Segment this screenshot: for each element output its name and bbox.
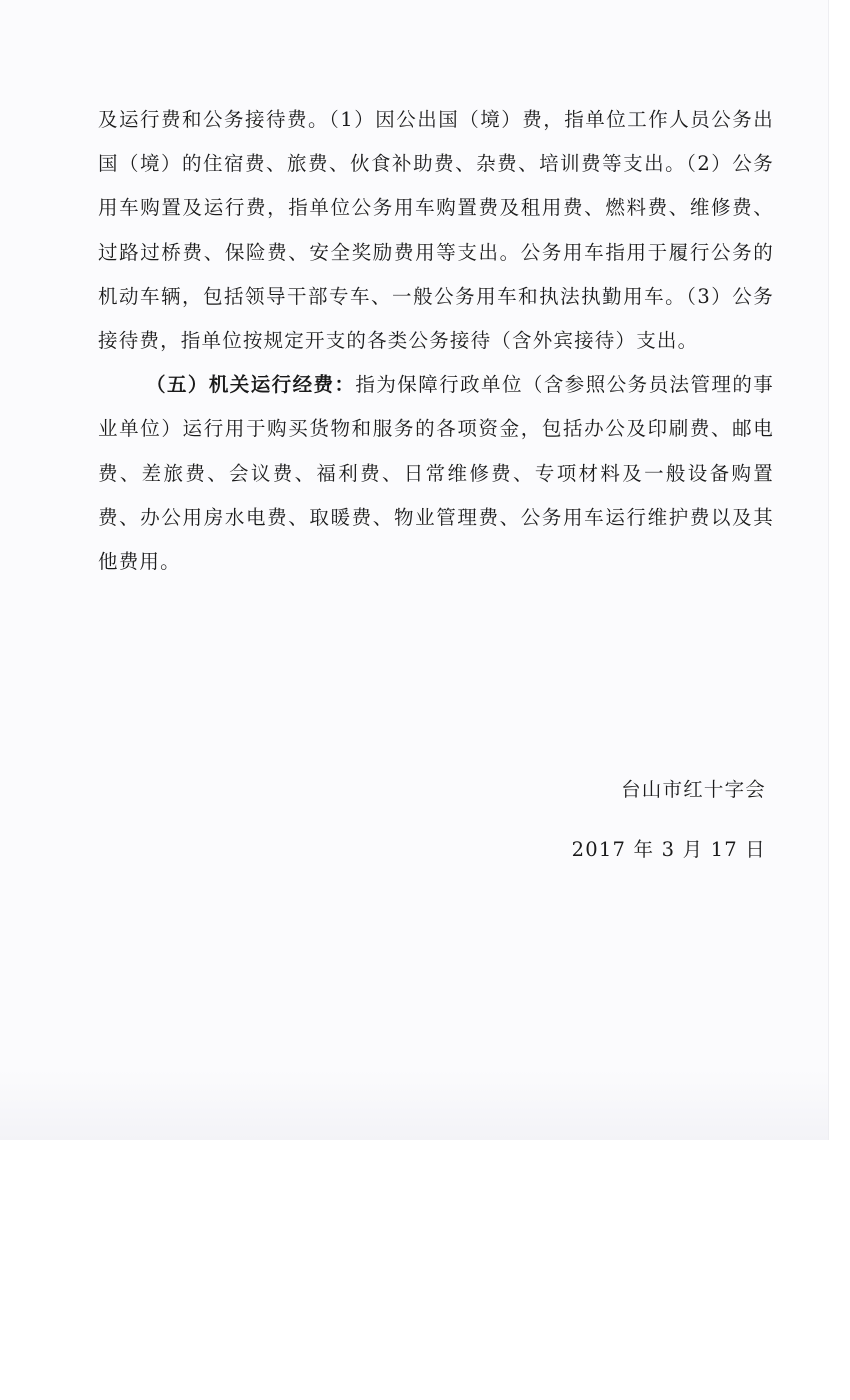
paragraph-expense-definitions xyxy=(98,98,774,363)
scan-edge-shadow xyxy=(0,1070,828,1140)
section-heading: （五）机关运行经费： xyxy=(146,373,356,397)
signature-organization: 台山市红十字会 xyxy=(621,778,766,801)
signature-date: 2017 年 3 月 17 日 xyxy=(571,838,766,861)
paragraph-operating-funds xyxy=(98,363,774,584)
paragraph-text: 及运行费和公务接待费。（1）因公出国（境）费，指单位工作人员公务出国（境）的住宿费、旅费、伙食补助费、杂费、培训费等支出。（2）公务用车购置及运行费，指单位公务用车购置费及租用费、燃料费、维修费、过路过桥费、保险费、安全奖励费用等支出。公务用车指用于履行公务的机动车辆，包括领导干部专车、一般公务用车和执法执勤用车。（3）公务接待费，指单位按规定开支的各类公务接待（含外宾接待）支出。 xyxy=(98,108,774,353)
document-body xyxy=(98,98,774,584)
paragraph-text: 指为保障行政单位（含参照公务员法管理的事业单位）运行用于购买货物和服务的各项资金，包括办公及印刷费、邮电费、差旅费、会议费、福利费、日常维修费、专项材料及一般设备购置费、办公用房水电费、取暖费、物业管理费、公务用车运行维护费以及其他费用。 xyxy=(98,373,774,574)
